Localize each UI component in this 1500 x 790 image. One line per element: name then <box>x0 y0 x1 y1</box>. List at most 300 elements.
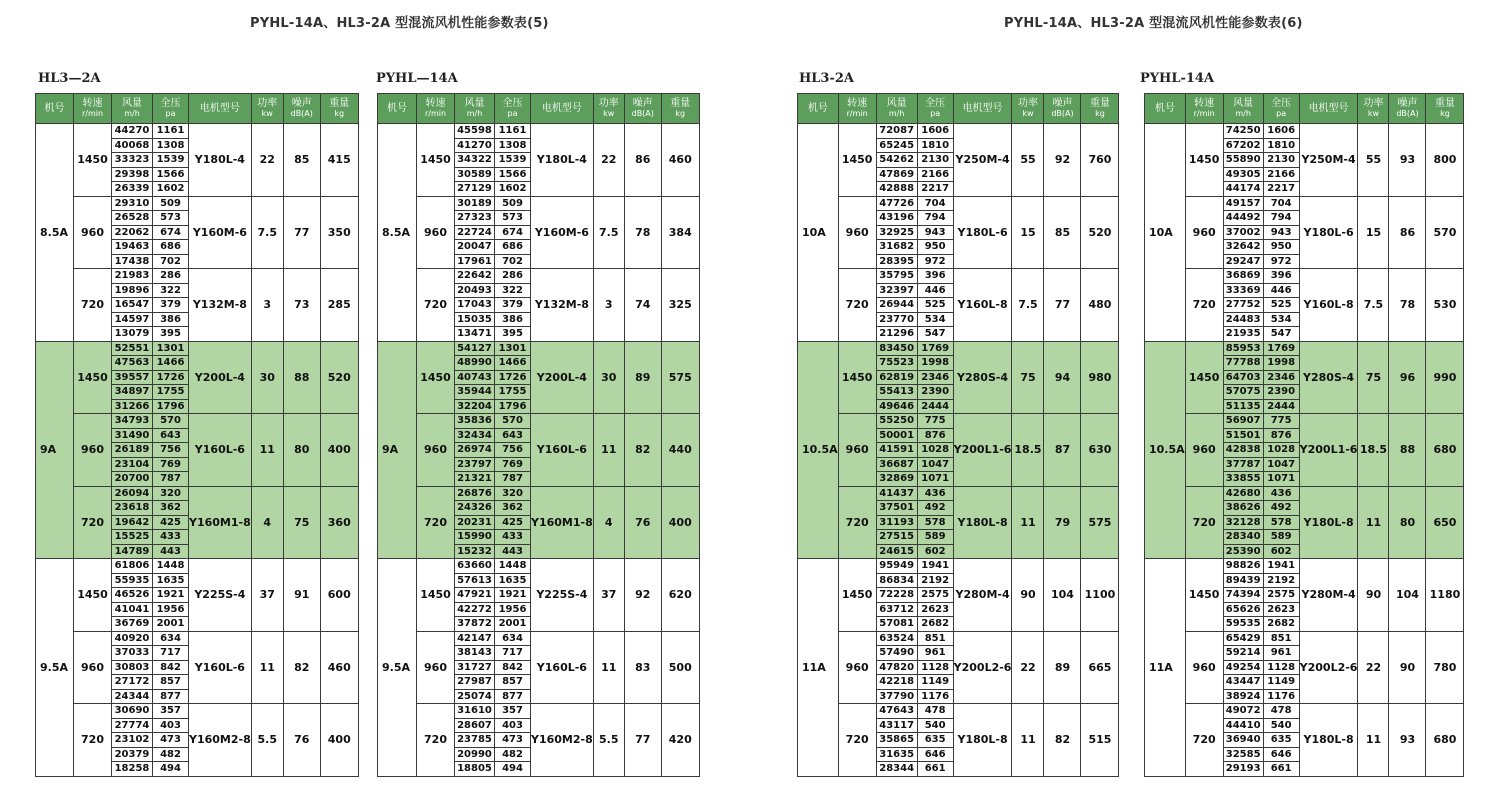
flow-cell: 74394 <box>1223 588 1263 603</box>
pressure-cell: 1028 <box>917 443 953 458</box>
weight-cell: 575 <box>661 341 699 414</box>
flow-cell: 43196 <box>876 211 917 226</box>
pressure-cell: 1047 <box>917 457 953 472</box>
col-header-model-no-label: 机号 <box>387 102 407 114</box>
flow-cell: 27752 <box>1223 298 1263 313</box>
flow-cell: 20379 <box>112 747 153 762</box>
flow-cell: 55250 <box>876 414 917 429</box>
flow-cell: 31635 <box>876 747 917 762</box>
speed-cell: 960 <box>1185 414 1223 487</box>
col-header-weight <box>1426 94 1464 124</box>
table-row <box>1145 631 1464 646</box>
speed-cell: 720 <box>417 486 455 559</box>
flow-cell: 26974 <box>455 443 495 458</box>
motor-cell: Y160M1-8 <box>189 486 252 559</box>
table-row <box>1145 559 1464 574</box>
motor-cell: Y160M-6 <box>189 196 252 269</box>
pressure-cell: 1566 <box>495 167 531 182</box>
flow-cell: 65245 <box>876 138 917 153</box>
flow-cell: 27323 <box>455 211 495 226</box>
weight-cell: 680 <box>1426 414 1464 487</box>
pressure-cell: 395 <box>153 327 189 342</box>
flow-cell: 24344 <box>112 689 153 704</box>
pressure-cell: 286 <box>495 269 531 284</box>
pressure-cell: 1149 <box>917 675 953 690</box>
weight-cell: 480 <box>1081 269 1119 342</box>
flow-cell: 19896 <box>112 283 153 298</box>
flow-cell: 32434 <box>455 428 495 443</box>
col-header-power-unit: kw <box>1022 109 1034 118</box>
flow-cell: 18805 <box>455 762 495 777</box>
pressure-cell: 842 <box>153 660 189 675</box>
table-row <box>36 341 359 356</box>
noise-cell: 77 <box>283 196 320 269</box>
col-header-flow-label: 风量 <box>1233 98 1254 109</box>
pressure-cell: 2001 <box>495 617 531 632</box>
pressure-cell: 547 <box>1263 327 1299 342</box>
flow-cell: 16547 <box>112 298 153 313</box>
motor-cell: Y160M1-8 <box>531 486 594 559</box>
weight-cell: 520 <box>1081 196 1119 269</box>
table-row <box>798 196 1119 211</box>
power-cell: 18.5 <box>1358 414 1389 487</box>
col-header-flow-unit: m/h <box>124 109 140 118</box>
pressure-cell: 1956 <box>495 602 531 617</box>
pressure-cell: 661 <box>917 762 953 777</box>
flow-cell: 74250 <box>1223 124 1263 139</box>
noise-cell: 89 <box>624 341 661 414</box>
page-title-right: PYHL-14A、HL3-2A 型混流风机性能参数表(6) <box>1004 16 1303 31</box>
motor-cell: Y280M-4 <box>1299 559 1358 632</box>
pressure-cell: 1539 <box>153 153 189 168</box>
col-header-motor-label: 电机型号 <box>541 102 582 114</box>
model-size-cell: 10A <box>798 124 839 342</box>
flow-cell: 31490 <box>112 428 153 443</box>
model-size-cell: 10A <box>1145 124 1186 342</box>
flow-cell: 37787 <box>1223 457 1263 472</box>
noise-cell: 93 <box>1389 704 1426 777</box>
flow-cell: 37033 <box>112 646 153 661</box>
flow-cell: 55413 <box>876 385 917 400</box>
pressure-cell: 1769 <box>1263 341 1299 356</box>
table-row <box>378 704 700 719</box>
table-row <box>36 124 359 139</box>
flow-cell: 49305 <box>1223 167 1263 182</box>
pressure-cell: 876 <box>1263 428 1299 443</box>
flow-cell: 49254 <box>1223 660 1263 675</box>
weight-cell: 415 <box>320 124 358 197</box>
table-row <box>1145 269 1464 284</box>
flow-cell: 86834 <box>876 573 917 588</box>
pressure-cell: 1635 <box>495 573 531 588</box>
flow-cell: 27515 <box>876 530 917 545</box>
flow-cell: 28340 <box>1223 530 1263 545</box>
flow-cell: 23618 <box>112 501 153 516</box>
pressure-cell: 2217 <box>1263 182 1299 197</box>
col-header-noise-label: 噪声 <box>632 98 653 109</box>
pressure-cell: 877 <box>153 689 189 704</box>
pressure-cell: 2166 <box>1263 167 1299 182</box>
flow-cell: 32869 <box>876 472 917 487</box>
col-header-weight-unit: kg <box>1095 109 1105 118</box>
flow-cell: 54127 <box>455 341 495 356</box>
flow-cell: 24483 <box>1223 312 1263 327</box>
noise-cell: 82 <box>1044 704 1081 777</box>
pressure-cell: 2130 <box>917 153 953 168</box>
spec-table-block <box>797 93 1119 777</box>
pressure-cell: 2166 <box>917 167 953 182</box>
flow-cell: 27172 <box>112 675 153 690</box>
model-size-cell: 9A <box>378 341 417 559</box>
flow-cell: 29310 <box>112 196 153 211</box>
noise-cell: 85 <box>283 124 320 197</box>
flow-cell: 47563 <box>112 356 153 371</box>
flow-cell: 38626 <box>1223 501 1263 516</box>
pressure-cell: 2444 <box>917 399 953 414</box>
col-header-weight <box>1081 94 1119 124</box>
flow-cell: 26944 <box>876 298 917 313</box>
pressure-cell: 1921 <box>495 588 531 603</box>
flow-cell: 43117 <box>876 718 917 733</box>
col-header-speed-unit: r/min <box>846 109 868 118</box>
weight-cell: 630 <box>1081 414 1119 487</box>
flow-cell: 37002 <box>1223 225 1263 240</box>
pressure-cell: 2390 <box>1263 385 1299 400</box>
pressure-cell: 322 <box>495 283 531 298</box>
weight-cell: 600 <box>320 559 358 632</box>
model-size-cell: 10.5A <box>1145 341 1186 559</box>
col-header-pressure-unit: pa <box>165 109 176 118</box>
motor-cell: Y200L2-6 <box>1299 631 1358 704</box>
flow-cell: 26339 <box>112 182 153 197</box>
noise-cell: 80 <box>283 414 320 487</box>
col-header-noise-unit: dB(A) <box>1396 109 1419 118</box>
flow-cell: 22642 <box>455 269 495 284</box>
power-cell: 11 <box>1358 704 1389 777</box>
flow-cell: 15525 <box>112 530 153 545</box>
flow-cell: 39557 <box>112 370 153 385</box>
col-header-model-no <box>798 94 839 124</box>
noise-cell: 104 <box>1044 559 1081 632</box>
pressure-cell: 756 <box>153 443 189 458</box>
flow-cell: 15232 <box>455 544 495 559</box>
weight-cell: 520 <box>320 341 358 414</box>
flow-cell: 17043 <box>455 298 495 313</box>
speed-cell: 720 <box>838 704 876 777</box>
flow-cell: 28344 <box>876 762 917 777</box>
model-size-cell: 11A <box>1145 559 1186 777</box>
col-header-weight-label: 重量 <box>1089 98 1110 109</box>
weight-cell: 680 <box>1426 704 1464 777</box>
power-cell: 4 <box>593 486 624 559</box>
flow-cell: 30690 <box>112 704 153 719</box>
motor-cell: Y132M-8 <box>531 269 594 342</box>
speed-cell: 1450 <box>74 341 112 414</box>
flow-cell: 25390 <box>1223 544 1263 559</box>
motor-cell: Y180L-6 <box>953 196 1012 269</box>
col-header-power <box>251 94 283 124</box>
col-header-weight-unit: kg <box>1440 109 1450 118</box>
weight-cell: 1100 <box>1081 559 1119 632</box>
col-header-power-label: 功率 <box>1017 98 1038 109</box>
flow-cell: 42680 <box>1223 486 1263 501</box>
col-header-power-unit: kw <box>603 109 615 118</box>
col-header-pressure-unit: pa <box>930 109 941 118</box>
pressure-cell: 1301 <box>495 341 531 356</box>
weight-cell: 1180 <box>1426 559 1464 632</box>
power-cell: 5.5 <box>593 704 624 777</box>
flow-cell: 51501 <box>1223 428 1263 443</box>
flow-cell: 36769 <box>112 617 153 632</box>
col-header-pressure <box>495 94 531 124</box>
pressure-cell: 646 <box>917 747 953 762</box>
pressure-cell: 787 <box>495 472 531 487</box>
weight-cell: 500 <box>661 631 699 704</box>
pressure-cell: 1998 <box>917 356 953 371</box>
flow-cell: 47869 <box>876 167 917 182</box>
flow-cell: 17961 <box>455 254 495 269</box>
flow-cell: 48990 <box>455 356 495 371</box>
pressure-cell: 646 <box>1263 747 1299 762</box>
pressure-cell: 2390 <box>917 385 953 400</box>
flow-cell: 57490 <box>876 646 917 661</box>
col-header-noise <box>624 94 661 124</box>
flow-cell: 19642 <box>112 515 153 530</box>
power-cell: 22 <box>1012 631 1044 704</box>
power-cell: 11 <box>251 631 283 704</box>
flow-cell: 37872 <box>455 617 495 632</box>
flow-cell: 19463 <box>112 240 153 255</box>
speed-cell: 960 <box>74 414 112 487</box>
table-row <box>798 269 1119 284</box>
table-row <box>378 269 700 284</box>
pressure-cell: 446 <box>1263 283 1299 298</box>
flow-cell: 54262 <box>876 153 917 168</box>
pressure-cell: 403 <box>495 718 531 733</box>
flow-cell: 59214 <box>1223 646 1263 661</box>
col-header-model-no-label: 机号 <box>807 102 828 114</box>
flow-cell: 35944 <box>455 385 495 400</box>
pressure-cell: 589 <box>1263 530 1299 545</box>
noise-cell: 89 <box>1044 631 1081 704</box>
pressure-cell: 1941 <box>917 559 953 574</box>
pressure-cell: 1448 <box>153 559 189 574</box>
pressure-cell: 702 <box>153 254 189 269</box>
pressure-cell: 509 <box>495 196 531 211</box>
motor-cell: Y280S-4 <box>1299 341 1358 414</box>
flow-cell: 89439 <box>1223 573 1263 588</box>
speed-cell: 960 <box>74 196 112 269</box>
col-header-weight-unit: kg <box>334 109 345 118</box>
noise-cell: 92 <box>1044 124 1081 197</box>
pressure-cell: 756 <box>495 443 531 458</box>
col-header-power-label: 功率 <box>598 98 619 109</box>
pressure-cell: 425 <box>153 515 189 530</box>
col-header-speed-unit: r/min <box>1193 109 1215 118</box>
flow-cell: 23797 <box>455 457 495 472</box>
flow-cell: 33855 <box>1223 472 1263 487</box>
noise-cell: 77 <box>624 704 661 777</box>
col-header-model-no <box>36 94 74 124</box>
speed-cell: 960 <box>417 414 455 487</box>
weight-cell: 570 <box>1426 196 1464 269</box>
table-row <box>798 124 1119 139</box>
noise-cell: 88 <box>1389 414 1426 487</box>
pressure-cell: 1602 <box>153 182 189 197</box>
col-header-power-unit: kw <box>1367 109 1380 118</box>
noise-cell: 82 <box>283 631 320 704</box>
pressure-cell: 972 <box>917 254 953 269</box>
weight-cell: 780 <box>1426 631 1464 704</box>
pressure-cell: 643 <box>153 428 189 443</box>
flow-cell: 55935 <box>112 573 153 588</box>
col-header-weight-unit: kg <box>675 109 686 118</box>
pressure-cell: 2623 <box>1263 602 1299 617</box>
flow-cell: 31266 <box>112 399 153 414</box>
motor-cell: Y200L1-6 <box>953 414 1012 487</box>
pressure-cell: 386 <box>153 312 189 327</box>
flow-cell: 65626 <box>1223 602 1263 617</box>
noise-cell: 75 <box>283 486 320 559</box>
table-row <box>36 559 359 574</box>
table-row <box>36 269 359 284</box>
col-header-flow-unit: m/h <box>1235 109 1251 118</box>
pressure-cell: 1921 <box>153 588 189 603</box>
motor-cell: Y280S-4 <box>953 341 1012 414</box>
flow-cell: 42888 <box>876 182 917 197</box>
pressure-cell: 386 <box>495 312 531 327</box>
pressure-cell: 2130 <box>1263 153 1299 168</box>
col-header-flow-unit: m/h <box>466 109 483 118</box>
noise-cell: 78 <box>1389 269 1426 342</box>
power-cell: 7.5 <box>1358 269 1389 342</box>
flow-cell: 31610 <box>455 704 495 719</box>
speed-cell: 720 <box>1185 704 1223 777</box>
pressure-cell: 769 <box>495 457 531 472</box>
col-header-pressure-unit: pa <box>507 109 518 118</box>
flow-cell: 36940 <box>1223 733 1263 748</box>
flow-cell: 44492 <box>1223 211 1263 226</box>
speed-cell: 960 <box>838 414 876 487</box>
col-header-speed-unit: r/min <box>424 109 447 118</box>
pressure-cell: 1176 <box>917 689 953 704</box>
table-row <box>36 631 359 646</box>
noise-cell: 104 <box>1389 559 1426 632</box>
speed-cell: 1450 <box>74 124 112 197</box>
motor-cell: Y160M2-8 <box>189 704 252 777</box>
flow-cell: 47643 <box>876 704 917 719</box>
speed-cell: 1450 <box>1185 559 1223 632</box>
flow-cell: 32925 <box>876 225 917 240</box>
flow-cell: 30189 <box>455 196 495 211</box>
pressure-cell: 1176 <box>1263 689 1299 704</box>
flow-cell: 42147 <box>455 631 495 646</box>
col-header-power-unit: kw <box>261 109 273 118</box>
flow-cell: 75523 <box>876 356 917 371</box>
pressure-cell: 634 <box>495 631 531 646</box>
col-header-power <box>1358 94 1389 124</box>
flow-cell: 65429 <box>1223 631 1263 646</box>
flow-cell: 29247 <box>1223 254 1263 269</box>
power-cell: 15 <box>1012 196 1044 269</box>
table-row <box>1145 341 1464 356</box>
flow-cell: 31193 <box>876 515 917 530</box>
speed-cell: 960 <box>838 631 876 704</box>
col-header-weight <box>320 94 358 124</box>
noise-cell: 94 <box>1044 341 1081 414</box>
flow-cell: 21983 <box>112 269 153 284</box>
power-cell: 22 <box>593 124 624 197</box>
pressure-cell: 1566 <box>153 167 189 182</box>
col-header-motor <box>531 94 594 124</box>
pressure-cell: 433 <box>495 530 531 545</box>
speed-cell: 720 <box>838 269 876 342</box>
flow-cell: 59535 <box>1223 617 1263 632</box>
pressure-cell: 1028 <box>1263 443 1299 458</box>
noise-cell: 77 <box>1044 269 1081 342</box>
pressure-cell: 876 <box>917 428 953 443</box>
pressure-cell: 787 <box>153 472 189 487</box>
flow-cell: 38143 <box>455 646 495 661</box>
speed-cell: 1450 <box>417 341 455 414</box>
col-header-model-no <box>378 94 417 124</box>
table-row <box>378 631 700 646</box>
flow-cell: 77788 <box>1223 356 1263 371</box>
pressure-cell: 950 <box>917 240 953 255</box>
table-row <box>36 486 359 501</box>
flow-cell: 27987 <box>455 675 495 690</box>
motor-cell: Y200L1-6 <box>1299 414 1358 487</box>
motor-cell: Y180L-8 <box>953 704 1012 777</box>
flow-cell: 32642 <box>1223 240 1263 255</box>
flow-cell: 41437 <box>876 486 917 501</box>
flow-cell: 18258 <box>112 762 153 777</box>
model-size-cell: 11A <box>798 559 839 777</box>
pressure-cell: 396 <box>1263 269 1299 284</box>
pressure-cell: 851 <box>917 631 953 646</box>
speed-cell: 960 <box>417 196 455 269</box>
flow-cell: 15035 <box>455 312 495 327</box>
col-header-speed-label: 转速 <box>847 98 868 109</box>
pressure-cell: 1161 <box>495 124 531 139</box>
flow-cell: 28607 <box>455 718 495 733</box>
power-cell: 37 <box>593 559 624 632</box>
pressure-cell: 443 <box>495 544 531 559</box>
power-cell: 55 <box>1358 124 1389 197</box>
power-cell: 75 <box>1358 341 1389 414</box>
motor-cell: Y180L-4 <box>189 124 252 197</box>
flow-cell: 30803 <box>112 660 153 675</box>
flow-cell: 57075 <box>1223 385 1263 400</box>
motor-cell: Y160L-6 <box>189 414 252 487</box>
pressure-cell: 482 <box>153 747 189 762</box>
speed-cell: 1450 <box>74 559 112 632</box>
pressure-cell: 961 <box>1263 646 1299 661</box>
motor-cell: Y160L-6 <box>531 414 594 487</box>
col-header-weight-label: 重量 <box>1434 98 1455 109</box>
col-header-motor-label: 电机型号 <box>199 102 240 114</box>
pressure-cell: 686 <box>495 240 531 255</box>
power-cell: 3 <box>251 269 283 342</box>
speed-cell: 720 <box>1185 269 1223 342</box>
pressure-cell: 379 <box>495 298 531 313</box>
flow-cell: 35865 <box>876 733 917 748</box>
flow-cell: 44270 <box>112 124 153 139</box>
col-header-speed-unit: r/min <box>81 109 104 118</box>
flow-cell: 26528 <box>112 211 153 226</box>
flow-cell: 42218 <box>876 675 917 690</box>
table-row <box>378 341 700 356</box>
